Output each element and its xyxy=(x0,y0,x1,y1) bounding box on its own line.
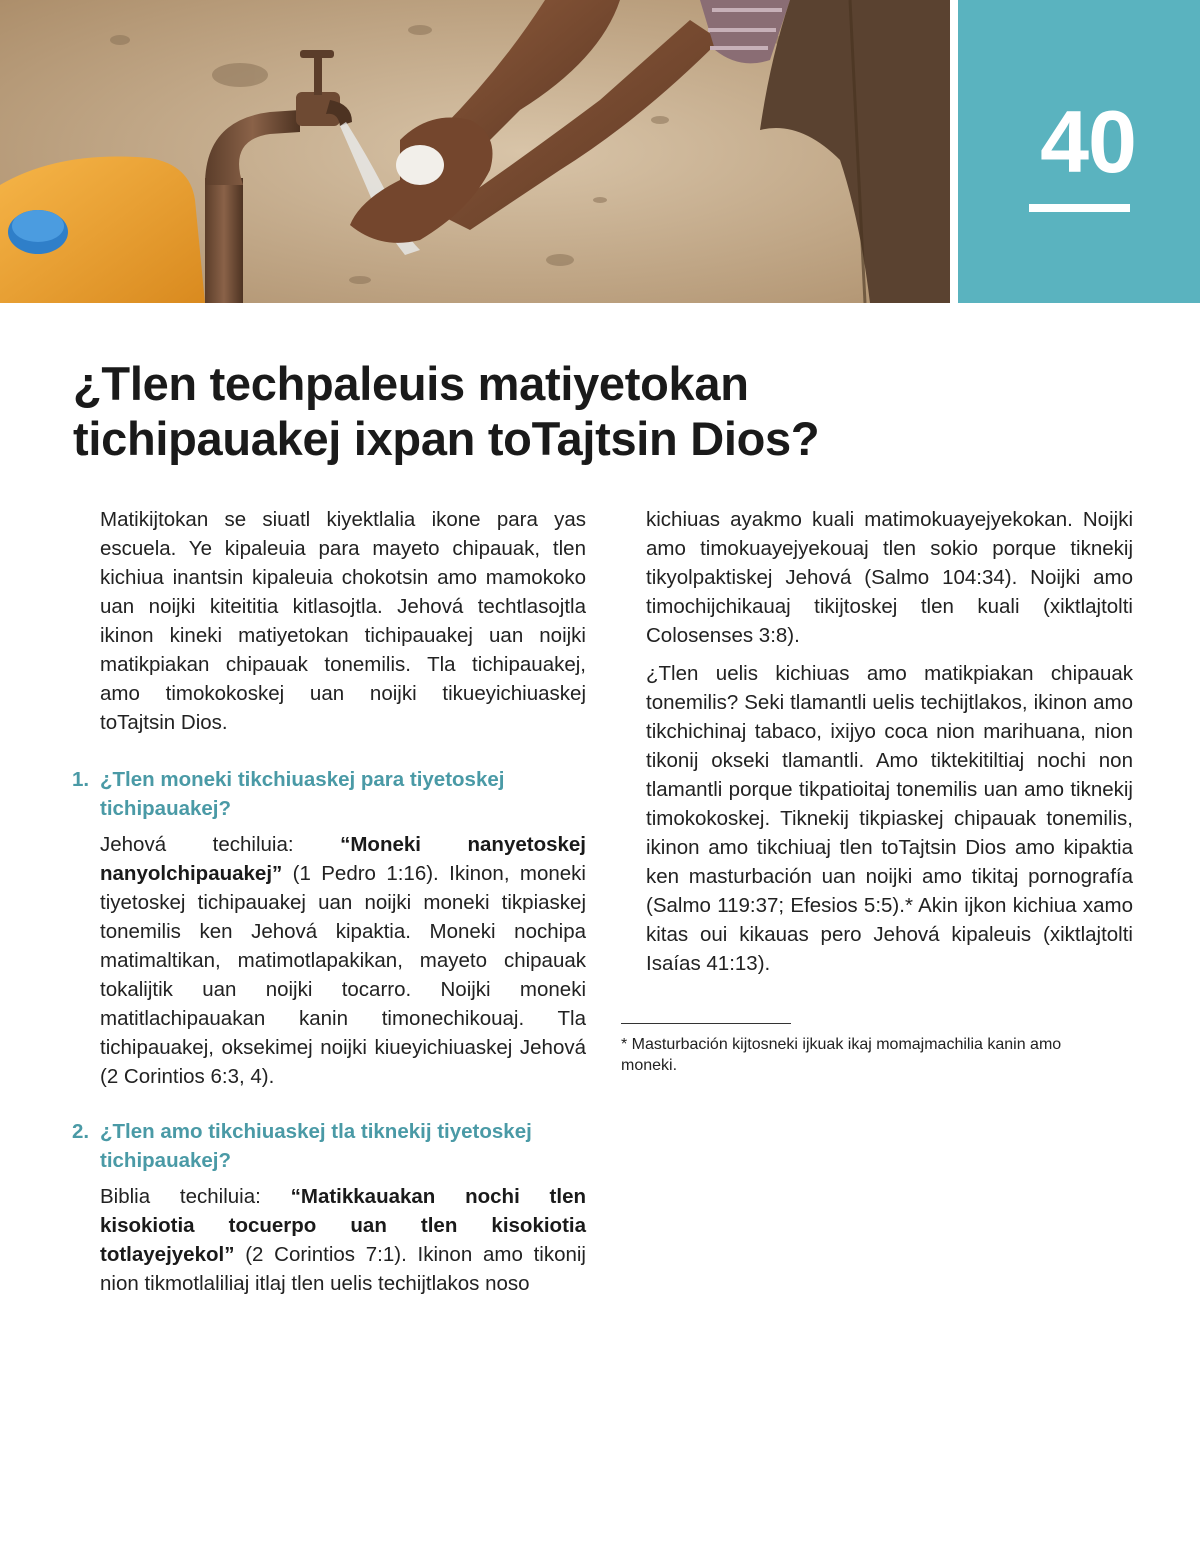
left-column xyxy=(72,505,586,1298)
page-title-line-2: tichipauakej ixpan toTajtsin Dios? xyxy=(73,412,820,465)
section-1-question-text: ¿Tlen moneki tikchiuaskej para tiyetoskej tichipauakej? xyxy=(100,768,505,820)
lesson-number-panel xyxy=(958,0,1200,303)
section-2-lead: Biblia techiluia: xyxy=(100,1185,291,1208)
section-2-question-text: ¿Tlen amo tikchiuaskej tla tiknekij tiyetoskej tichipauakej? xyxy=(100,1120,532,1172)
section-1-body xyxy=(100,830,586,1091)
section-2-body xyxy=(100,1182,586,1298)
lesson-number: 40 xyxy=(1040,92,1136,191)
footnote-divider xyxy=(621,1023,791,1024)
section-2-continued-paragraph: ¿Tlen uelis kichiuas amo matikpiakan chipauak tonemilis? Seki tlamantli uelis techijtlakos, ikinon amo tikchichinaj tabaco, ixijyo coca nion marihuana, nion tikonij okseki tlamantli. Amo tiktekitiltiaj nochi non tlamantli porque tikpatioitaj tonemilis uan amo tiknekij timokokoskej. Tiknekij tikpiaskej chipauak tonemilis, ikinon amo tikchiuaj tlen toTajtsin Dios amo kipaktia ken masturbación uan noijki amo tikitaj pornografía (Salmo 119:37; Efesios 5:5).* Akin ijkon kichiua xamo kitas oui kikauas pero Jehová kipaleuis (xiktlajtolti Isaías 41:13). xyxy=(646,662,1133,975)
header-photo xyxy=(0,0,950,303)
section-1-scripture-quote: “Moneki nanyetoskej nanyolchipauakej” xyxy=(100,833,586,885)
section-1-text: (1 Pedro 1:16). Ikinon, moneki tiyetoskej tichipauakej uan noijki moneki tikpiaskej tonemilis ken Jehová kipaktia. Moneki nochipa matimaltikan, matimotlapakikan, mayeto chipauak tokalijtik uan noijki tocarro. Noijki moneki matitlachipauakan kanin timonechikouaj. Tla tichipauakej, oksekimej noijki kiueyichiuaskej Jehová (2 Corintios 6:3, 4). xyxy=(100,862,586,1088)
lesson-number-underline xyxy=(1029,204,1130,212)
section-2-number: 2. xyxy=(72,1120,90,1143)
handwashing-illustration xyxy=(0,0,950,303)
page-title-line-1: ¿Tlen techpaleuis matiyetokan xyxy=(73,357,749,410)
section-2-question xyxy=(72,1117,586,1175)
section-1-lead: Jehová techiluia: xyxy=(100,833,341,856)
right-column xyxy=(646,505,1133,978)
page-title xyxy=(73,356,819,466)
section-2-text: (2 Corintios 7:1). Ikinon amo tikonij nion tikmotlaliliaj itlaj tlen uelis techijtlakos noso xyxy=(100,1243,586,1295)
section-2-scripture-quote: “Matikkauakan nochi tlen kisokiotia tocuerpo uan tlen kisokiotia totlayejyekol” xyxy=(100,1185,586,1266)
section-1-question xyxy=(72,765,586,823)
section-2-continued: kichiuas ayakmo kuali matimokuayejyekokan. Noijki amo timokuayejyekouaj tlen sokio porque tiknekij tikyolpaktiskej Jehová (Salmo 104:34). Noijki amo timochijchikauaj tikijtoskej tlen kuali (xiktlajtolti Colosenses 3:8). xyxy=(646,508,1133,647)
intro-paragraph: Matikijtokan se siuatl kiyektlalia ikone para yas escuela. Ye kipaleuia para mayeto chipauak, tlen kichiua inantsin kipaleuia chokotsin amo mamokoko uan noijki kiteititia kitlasojtla. Jehová techtlasojtla ikinon kineki matiyetokan tichipauakej uan noijki matikpiakan chipauak tonemilis. Tla tichipauakej, amo timokokoskej uan noijki tikueyichiuaskej toTajtsin Dios. xyxy=(100,508,586,734)
footnote: * Masturbación kijtosneki ijkuak ikaj momajmachilia kanin amo moneki. xyxy=(621,1036,1062,1074)
section-1-number: 1. xyxy=(72,768,90,791)
